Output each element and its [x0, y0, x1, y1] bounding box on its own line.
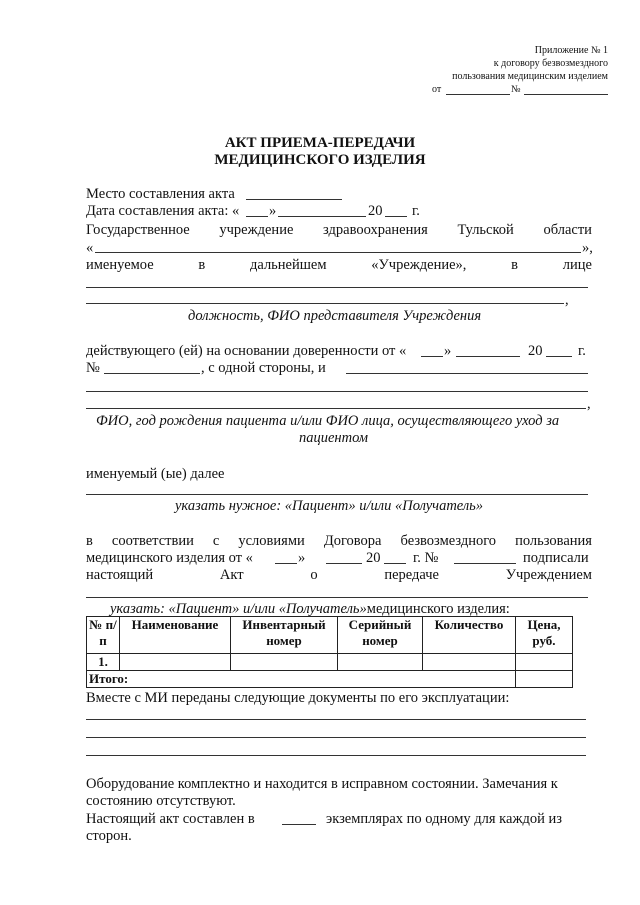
closing-line-1: Оборудование комплектно и находится в исправном состоянии. Замечания к [86, 776, 558, 792]
agreement-word: передаче [384, 567, 439, 583]
agreement-year-field[interactable] [384, 563, 406, 564]
date-label: Дата составления акта: « [86, 203, 240, 219]
transfer-caption-plain: медицинского изделия: [366, 601, 510, 617]
agreement-signed: подписали [523, 550, 589, 566]
proxy-day-field[interactable] [421, 356, 443, 357]
proxy-month-field[interactable] [456, 356, 520, 357]
table-header-row [87, 617, 573, 654]
agreement-word: с [212, 533, 220, 549]
date-month-field[interactable] [278, 216, 366, 217]
table-header-cell: Наименование [120, 617, 231, 654]
agreement-word: безвозмездного [400, 533, 497, 549]
table-total-value[interactable] [516, 671, 573, 688]
patient-field-2[interactable] [86, 391, 588, 392]
appendix-no-label: № [511, 84, 521, 95]
agreement-word: Акт [219, 567, 244, 583]
named-line [86, 257, 592, 274]
date-year-suffix: г. [412, 203, 420, 219]
agreement-number-field[interactable] [454, 563, 516, 564]
date-year-field[interactable] [385, 216, 407, 217]
institution-line [86, 222, 592, 239]
closing-line-2: состоянию отсутствуют. [86, 793, 236, 809]
proxy-no-label: № [86, 360, 100, 376]
agreement-word: о [310, 567, 318, 583]
recipient-field[interactable] [86, 494, 588, 495]
representative-field-1[interactable] [86, 287, 588, 288]
documents-label: Вместе с МИ переданы следующие документы по его эксплуатации: [86, 690, 510, 706]
table-header-cell: Количество [423, 617, 516, 654]
institution-quote-close: », [582, 240, 593, 256]
table-cell-price[interactable] [516, 654, 573, 671]
agreement-no-label: г. № [413, 550, 439, 566]
patient-caption-line-1: ФИО, год рождения пациента и/или ФИО лица, осуществляющего уход за [96, 413, 560, 429]
representative-caption: должность, ФИО представителя Учреждения [188, 308, 482, 324]
patient-field-1[interactable] [346, 373, 588, 374]
representative-field-2[interactable] [86, 303, 564, 304]
named-word: именуемое [86, 257, 154, 273]
documents-field-1[interactable] [86, 719, 586, 720]
institution-name-field[interactable] [95, 252, 581, 253]
closing-copies-text-2: экземплярах по одному для каждой из [326, 811, 562, 827]
patient-field-3[interactable] [86, 408, 586, 409]
proxy-year-prefix: 20 [528, 343, 543, 359]
proxy-side-text: , с одной стороны, и [201, 360, 326, 376]
table-cell-inventory[interactable] [231, 654, 338, 671]
table-total-row [87, 671, 573, 688]
agreement-word: Договора [323, 533, 382, 549]
table-total-label: Итого: [87, 671, 516, 688]
transfer-caption-italic: указать: «Пациент» и/или «Получатель» [110, 601, 367, 617]
table-row [87, 654, 573, 671]
institution-word: учреждение [219, 222, 294, 238]
named-word: дальнейшем [250, 257, 327, 273]
appendix-date-number [420, 83, 608, 96]
appendix-number-line[interactable] [524, 94, 608, 95]
title-line-2: МЕДИЦИНСКОГО ИЗДЕЛИЯ [214, 152, 426, 168]
representative-comma: , [565, 292, 569, 308]
agreement-year-prefix: 20 [366, 550, 381, 566]
institution-word: области [543, 222, 592, 238]
named-word: в [511, 257, 519, 273]
table-row-number: 1. [87, 654, 120, 671]
patient-comma: , [587, 396, 591, 412]
closing-copies-text: Настоящий акт составлен в [86, 811, 255, 827]
table-header-cell: Инвентарный номер [231, 617, 338, 654]
agreement-date-label: медицинского изделия от « [86, 550, 253, 566]
agreement-word: Учреждением [505, 567, 592, 583]
institution-word: Тульской [457, 222, 514, 238]
proxy-text: действующего (ей) на основании доверенности от « [86, 343, 407, 359]
agreement-word: пользования [515, 533, 592, 549]
named-word: «Учреждение», [371, 257, 467, 273]
named-word: лице [562, 257, 592, 273]
place-label: Место составления акта [86, 186, 235, 202]
appendix-header [420, 44, 608, 96]
institution-word: здравоохранения [323, 222, 428, 238]
recipient-caption: указать нужное: «Пациент» и/или «Получатель» [175, 498, 484, 514]
table-header-cell: № п/п [87, 617, 120, 654]
table-cell-quantity[interactable] [423, 654, 516, 671]
table-header-cell: Цена, руб. [516, 617, 573, 654]
agreement-line-3 [86, 567, 592, 584]
copies-count-field[interactable] [282, 824, 316, 825]
date-close-quote: » [269, 203, 277, 219]
closing-line-4: сторон. [86, 828, 132, 844]
named-word: в [198, 257, 206, 273]
proxy-year-field[interactable] [546, 356, 572, 357]
proxy-number-field[interactable] [104, 373, 200, 374]
appendix-from-label: от [432, 84, 442, 95]
table-cell-serial[interactable] [338, 654, 423, 671]
agreement-word: в [86, 533, 93, 549]
appendix-line-2: к договору безвозмездного [493, 58, 608, 69]
appendix-date-line[interactable] [446, 94, 510, 95]
transfer-party-field[interactable] [86, 597, 588, 598]
agreement-month-field[interactable] [326, 563, 362, 564]
title-line-1: АКТ ПРИЕМА-ПЕРЕДАЧИ [224, 135, 416, 151]
proxy-year-suffix: г. [578, 343, 586, 359]
place-field[interactable] [246, 199, 342, 200]
recipient-label: именуемый (ые) далее [86, 466, 225, 482]
agreement-day-field[interactable] [275, 563, 297, 564]
agreement-line-1 [86, 533, 592, 550]
appendix-line-3: пользования медицинским изделием [452, 71, 608, 82]
patient-caption-line-2: пациентом [299, 430, 369, 446]
institution-word: Государственное [86, 222, 190, 238]
proxy-close-quote: » [444, 343, 452, 359]
table-cell-name[interactable] [120, 654, 231, 671]
agreement-word: соответствии [111, 533, 194, 549]
table-header-cell: Серийный номер [338, 617, 423, 654]
documents-field-3[interactable] [86, 755, 586, 756]
date-year-prefix: 20 [368, 203, 383, 219]
agreement-word: настоящий [86, 567, 154, 583]
institution-quote-open: « [86, 240, 94, 256]
agreement-close-quote: » [298, 550, 306, 566]
items-table [86, 616, 573, 688]
date-day-field[interactable] [246, 216, 268, 217]
appendix-line-1: Приложение № 1 [534, 45, 608, 56]
agreement-word: условиями [238, 533, 305, 549]
documents-field-2[interactable] [86, 737, 586, 738]
